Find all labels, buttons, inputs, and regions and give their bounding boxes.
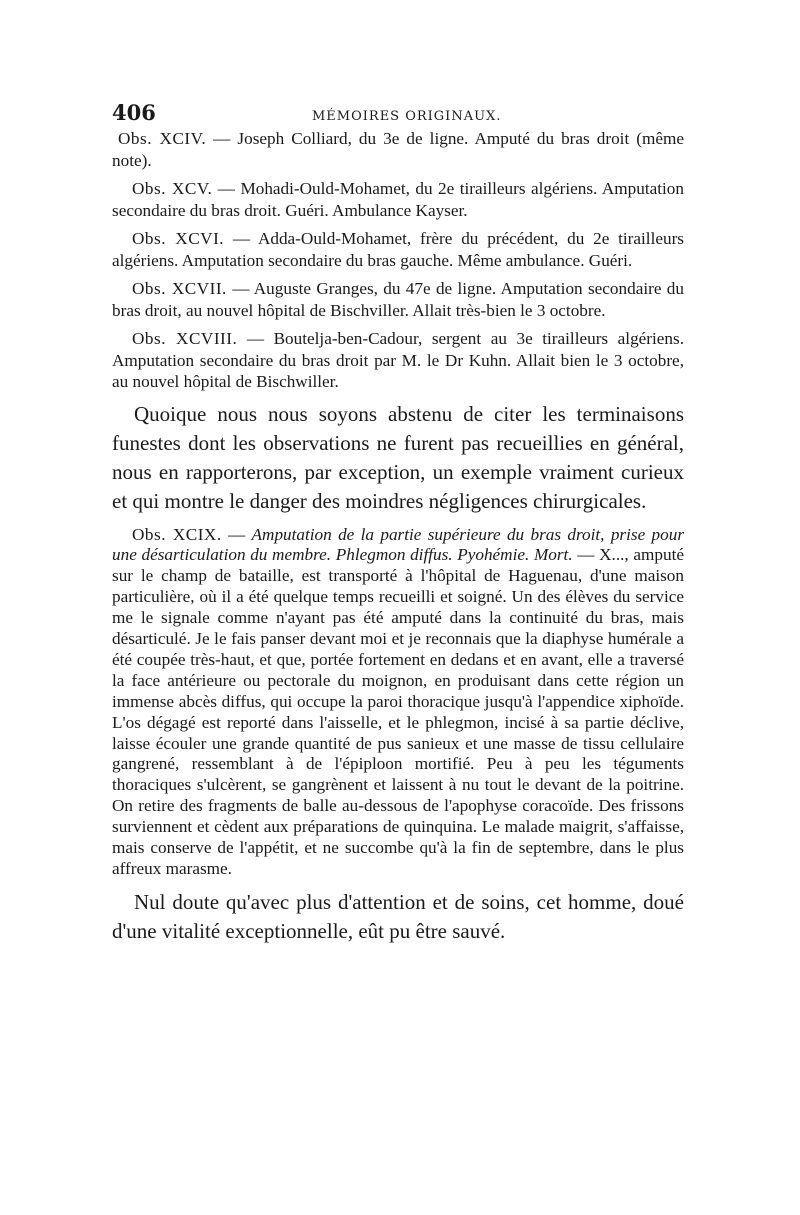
observation-id: Obs. XCIX. [132,524,222,544]
observation-text: — Adda-Ould-Mohamet, frère du précédent, du 2e tirailleurs algériens. Amputation secondaire du bras gauche. Même ambulance. Guéri. [112,229,684,270]
body-paragraph-conclusion: Nul doute qu'avec plus d'attention et de soins, cet homme, doué d'une vitalité exceptionnelle, eût pu être sauvé. [112,889,684,943]
observation-94 [112,128,684,171]
observation-95 [112,178,684,221]
observation-id: Obs. XCVIII. [132,329,238,348]
observation-id: Obs. XCV. [132,179,213,198]
observation-id: Obs. XCIV. [118,129,207,148]
book-page [112,100,684,955]
body-paragraph-exception: Quoique nous nous soyons abstenu de citer les terminaisons funestes dont les observations ne furent pas recueillies en général, nous en rapporterons, par exception, un exemple vraiment curieux et qui montre le danger des moindres négligences chirurgicales. [112,401,684,513]
observation-99 [112,525,684,880]
observation-italic-title: Amputation de la partie supérieure du bras droit, prise pour une désarticulation du membre. Phlegmon diffus. Pyohémie. Mort. [112,524,685,565]
observation-id: Obs. XCVI. [132,229,225,248]
observation-text: — Auguste Granges, du 47e de ligne. Amputation secondaire du bras droit, au nouvel hôpital de Bischviller. Allait très-bien le 3 octobre. [112,279,684,320]
page-number: 406 [112,100,156,125]
observation-text: — X..., amputé sur le champ de bataille, est transporté à l'hôpital de Haguenau, d'une maison particulière, où il a été quelque temps recueilli et soigné. Un des élèves du service me le signale comme n'ayant pas été amputé dans la continuité du bras, mais désarticulé. Je le fais panser devant moi et je reconnais que la diaphyse humérale a été coupée très-haut, et que, portée fortement en dedans et en avant, elle a traversé la face antérieure ou pectorale du moignon, en produisant dans cette région un immense abcès diffus, qui occupe la paroi thoracique jusqu'à l'appendice xiphoïde. L'os dégagé est reporté dans l'aisselle, et le phlegmon, incisé à sa partie déclive, laisse écouler une grande quantité de pus sanieux et une masse de tissu cellulaire gangrené, ressemblant à de l'épiploon mortifié. Peu à peu les téguments thoraciques s'ulcèrent, se gangrènent et laissent à nu tout le devant de la poitrine. On retire des fragments de balle au-dessous de l'apophyse coracoïde. Des frissons surviennent et cèdent aux préparations de quinquina. Le malade maigrit, s'affaisse, mais conserve de l'appétit, et ne succombe qu'à la fin de septembre, dans le plus affreux marasme. [112,545,684,878]
observation-97 [112,278,684,321]
page-header [112,100,684,126]
observation-dash: — [221,524,252,544]
observation-text: — Boutelja-ben-Cadour, sergent au 3e tirailleurs algériens. Amputation secondaire du bras droit par M. le Dr Kuhn. Allait bien le 3 octobre, au nouvel hôpital de Bischwiller. [112,329,684,391]
observation-text: — Joseph Colliard, du 3e de ligne. Amputé du bras droit (même note). [112,129,684,170]
observation-96 [112,228,684,271]
observation-98 [112,328,684,393]
observation-id: Obs. XCVII. [132,279,227,298]
running-title: MÉMOIRES ORIGINAUX. [312,109,502,124]
observation-text: — Mohadi-Ould-Mohamet, du 2e tirailleurs algériens. Amputation secondaire du bras droit. Guéri. Ambulance Kayser. [112,179,684,220]
